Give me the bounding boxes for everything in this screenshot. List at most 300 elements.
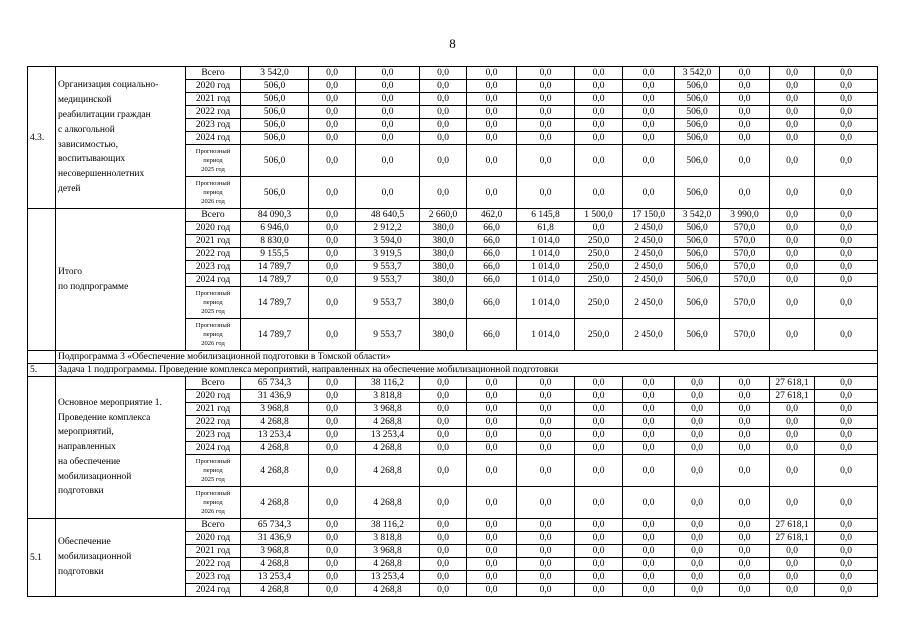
forecast-label-line: 2026 год — [201, 198, 225, 205]
value-cell: 0,0 — [309, 487, 356, 519]
value-cell: 0,0 — [720, 106, 770, 119]
value-cell: 0,0 — [309, 93, 356, 106]
value-cell: 0,0 — [770, 416, 815, 429]
value-cell: 0,0 — [623, 403, 675, 416]
value-cell: 0,0 — [467, 377, 517, 390]
value-cell: 0,0 — [623, 93, 675, 106]
value-cell: 0,0 — [575, 584, 623, 597]
year-cell: 2023 год — [186, 571, 241, 584]
value-cell: 0,0 — [720, 532, 770, 545]
value-cell: 1 014,0 — [517, 248, 575, 261]
value-cell: 570,0 — [720, 222, 770, 235]
value-cell: 0,0 — [770, 177, 815, 209]
value-cell: 8 830,0 — [241, 235, 309, 248]
value-cell: 0,0 — [815, 222, 878, 235]
activity-name-line: Итого — [58, 266, 83, 277]
value-cell: 4 268,8 — [356, 416, 420, 429]
value-cell: 0,0 — [815, 416, 878, 429]
value-cell: 380,0 — [420, 261, 467, 274]
value-cell: 0,0 — [420, 403, 467, 416]
value-cell: 0,0 — [309, 80, 356, 93]
activity-name-line: по подпрограмме — [58, 281, 129, 292]
value-cell: 0,0 — [770, 287, 815, 319]
value-cell: 0,0 — [309, 248, 356, 261]
activity-name-line: подготовки — [58, 486, 104, 497]
value-cell: 0,0 — [720, 93, 770, 106]
value-cell: 2 450,0 — [623, 287, 675, 319]
value-cell: 570,0 — [720, 274, 770, 287]
value-cell: 2 450,0 — [623, 274, 675, 287]
year-cell: Всего — [186, 519, 241, 532]
value-cell: 0,0 — [517, 67, 575, 80]
year-cell: Всего — [186, 377, 241, 390]
forecast-label-line: Прогнозный — [195, 322, 231, 329]
forecast-label-line: Прогнозный — [195, 490, 231, 497]
value-cell: 0,0 — [575, 377, 623, 390]
value-cell: 506,0 — [675, 80, 720, 93]
value-cell: 1 014,0 — [517, 261, 575, 274]
activity-name-line: Обеспечение — [58, 537, 111, 548]
year-cell — [186, 287, 241, 319]
year-cell — [186, 177, 241, 209]
value-cell: 2 450,0 — [623, 222, 675, 235]
value-cell: 3 990,0 — [720, 209, 770, 222]
value-cell: 0,0 — [623, 145, 675, 177]
value-cell: 0,0 — [467, 519, 517, 532]
value-cell: 0,0 — [517, 80, 575, 93]
activity-name-line: воспитывающих — [58, 154, 126, 165]
value-cell: 506,0 — [675, 132, 720, 145]
activity-name-line: с алкогольной — [58, 124, 115, 135]
value-cell: 13 253,4 — [241, 429, 309, 442]
value-cell: 0,0 — [309, 532, 356, 545]
value-cell: 570,0 — [720, 261, 770, 274]
value-cell: 0,0 — [623, 106, 675, 119]
forecast-label-line: период — [203, 331, 223, 338]
value-cell: 3 968,8 — [241, 403, 309, 416]
value-cell: 0,0 — [309, 209, 356, 222]
value-cell: 13 253,4 — [241, 571, 309, 584]
value-cell: 0,0 — [420, 455, 467, 487]
table-row — [28, 67, 878, 80]
value-cell: 27 618,1 — [770, 519, 815, 532]
value-cell: 2 450,0 — [623, 319, 675, 351]
value-cell: 0,0 — [675, 403, 720, 416]
value-cell: 506,0 — [675, 93, 720, 106]
value-cell: 4 268,8 — [241, 558, 309, 571]
value-cell: 0,0 — [815, 119, 878, 132]
row-number: 5.1 — [28, 519, 56, 597]
value-cell: 506,0 — [241, 80, 309, 93]
value-cell: 0,0 — [517, 177, 575, 209]
value-cell: 38 116,2 — [356, 377, 420, 390]
value-cell: 9 553,7 — [356, 319, 420, 351]
value-cell: 4 268,8 — [356, 558, 420, 571]
value-cell: 0,0 — [675, 487, 720, 519]
table-row — [28, 209, 878, 222]
value-cell: 0,0 — [309, 119, 356, 132]
value-cell: 9 553,7 — [356, 287, 420, 319]
value-cell: 2 450,0 — [623, 235, 675, 248]
row-number — [28, 351, 56, 364]
value-cell: 0,0 — [770, 222, 815, 235]
value-cell: 0,0 — [517, 532, 575, 545]
value-cell: 0,0 — [420, 119, 467, 132]
value-cell: 66,0 — [467, 287, 517, 319]
value-cell: 0,0 — [309, 261, 356, 274]
value-cell: 0,0 — [467, 416, 517, 429]
value-cell: 0,0 — [420, 519, 467, 532]
value-cell: 462,0 — [467, 209, 517, 222]
value-cell: 31 436,9 — [241, 532, 309, 545]
value-cell: 0,0 — [815, 584, 878, 597]
activity-name-line: реабилитации граждан — [58, 109, 151, 120]
value-cell: 0,0 — [770, 571, 815, 584]
value-cell: 0,0 — [815, 532, 878, 545]
value-cell: 0,0 — [575, 571, 623, 584]
value-cell: 65 734,3 — [241, 377, 309, 390]
value-cell: 0,0 — [675, 558, 720, 571]
value-cell: 380,0 — [420, 287, 467, 319]
value-cell: 0,0 — [815, 403, 878, 416]
value-cell: 0,0 — [675, 442, 720, 455]
value-cell: 0,0 — [420, 132, 467, 145]
value-cell: 380,0 — [420, 235, 467, 248]
value-cell: 38 116,2 — [356, 519, 420, 532]
year-cell: 2021 год — [186, 545, 241, 558]
year-cell: 2020 год — [186, 390, 241, 403]
forecast-label-line: период — [203, 189, 223, 196]
value-cell: 0,0 — [623, 416, 675, 429]
year-cell: 2024 год — [186, 584, 241, 597]
value-cell: 0,0 — [575, 545, 623, 558]
value-cell: 0,0 — [309, 287, 356, 319]
year-cell: 2024 год — [186, 442, 241, 455]
row-number: 4.3. — [28, 67, 56, 209]
value-cell: 0,0 — [720, 390, 770, 403]
value-cell: 0,0 — [720, 67, 770, 80]
value-cell: 0,0 — [575, 403, 623, 416]
year-cell: 2021 год — [186, 93, 241, 106]
section-title: Задача 1 подпрограммы. Проведение комплекса мероприятий, направленных на обеспечение мобилизационной подготовки — [56, 364, 878, 377]
value-cell: 0,0 — [356, 132, 420, 145]
value-cell: 506,0 — [675, 274, 720, 287]
value-cell: 0,0 — [675, 584, 720, 597]
value-cell: 4 268,8 — [241, 416, 309, 429]
value-cell: 0,0 — [815, 287, 878, 319]
value-cell: 0,0 — [309, 145, 356, 177]
value-cell: 0,0 — [309, 545, 356, 558]
value-cell: 0,0 — [770, 119, 815, 132]
value-cell: 0,0 — [720, 403, 770, 416]
value-cell: 0,0 — [420, 584, 467, 597]
value-cell: 0,0 — [815, 442, 878, 455]
value-cell: 2 912,2 — [356, 222, 420, 235]
value-cell: 0,0 — [815, 377, 878, 390]
value-cell: 0,0 — [720, 416, 770, 429]
value-cell: 0,0 — [770, 403, 815, 416]
forecast-label-line: Прогнозный — [195, 290, 231, 297]
forecast-label-line: 2025 год — [201, 166, 225, 173]
value-cell: 0,0 — [623, 571, 675, 584]
value-cell: 0,0 — [517, 416, 575, 429]
value-cell: 0,0 — [815, 145, 878, 177]
value-cell: 0,0 — [770, 584, 815, 597]
activity-name-line: детей — [58, 183, 81, 194]
value-cell: 0,0 — [720, 119, 770, 132]
value-cell: 0,0 — [467, 558, 517, 571]
value-cell: 506,0 — [675, 177, 720, 209]
value-cell: 0,0 — [467, 532, 517, 545]
value-cell: 0,0 — [420, 532, 467, 545]
value-cell: 0,0 — [623, 545, 675, 558]
value-cell: 0,0 — [623, 377, 675, 390]
value-cell: 0,0 — [467, 93, 517, 106]
value-cell: 0,0 — [770, 132, 815, 145]
value-cell: 0,0 — [575, 558, 623, 571]
value-cell: 506,0 — [241, 145, 309, 177]
year-cell: 2021 год — [186, 235, 241, 248]
value-cell: 0,0 — [467, 584, 517, 597]
value-cell: 570,0 — [720, 248, 770, 261]
value-cell: 0,0 — [623, 532, 675, 545]
value-cell: 0,0 — [815, 319, 878, 351]
value-cell: 0,0 — [815, 248, 878, 261]
value-cell: 570,0 — [720, 287, 770, 319]
year-cell — [186, 487, 241, 519]
value-cell: 0,0 — [309, 235, 356, 248]
value-cell: 4 268,8 — [241, 487, 309, 519]
value-cell: 3 542,0 — [675, 209, 720, 222]
value-cell: 0,0 — [575, 455, 623, 487]
value-cell: 3 818,8 — [356, 390, 420, 403]
value-cell: 0,0 — [309, 442, 356, 455]
value-cell: 0,0 — [770, 274, 815, 287]
forecast-label-line: период — [203, 299, 223, 306]
value-cell: 66,0 — [467, 222, 517, 235]
value-cell: 0,0 — [420, 390, 467, 403]
value-cell: 9 155,5 — [241, 248, 309, 261]
value-cell: 0,0 — [517, 119, 575, 132]
value-cell: 4 268,8 — [241, 442, 309, 455]
section-row — [28, 364, 878, 377]
value-cell: 0,0 — [467, 132, 517, 145]
value-cell: 506,0 — [241, 93, 309, 106]
budget-table — [27, 66, 878, 597]
value-cell: 0,0 — [517, 390, 575, 403]
activity-name — [56, 519, 186, 597]
value-cell: 0,0 — [675, 571, 720, 584]
value-cell: 66,0 — [467, 319, 517, 351]
value-cell: 250,0 — [575, 248, 623, 261]
value-cell: 65 734,3 — [241, 519, 309, 532]
value-cell: 0,0 — [720, 455, 770, 487]
value-cell: 6 946,0 — [241, 222, 309, 235]
year-cell: 2020 год — [186, 222, 241, 235]
forecast-label-line: период — [203, 157, 223, 164]
value-cell: 3 594,0 — [356, 235, 420, 248]
value-cell: 506,0 — [241, 106, 309, 119]
value-cell: 0,0 — [720, 132, 770, 145]
value-cell: 0,0 — [815, 558, 878, 571]
year-cell: 2024 год — [186, 274, 241, 287]
value-cell: 0,0 — [467, 442, 517, 455]
page-number: 8 — [449, 36, 456, 51]
value-cell: 0,0 — [467, 403, 517, 416]
value-cell: 250,0 — [575, 274, 623, 287]
value-cell: 0,0 — [309, 416, 356, 429]
value-cell: 0,0 — [309, 390, 356, 403]
value-cell: 0,0 — [720, 429, 770, 442]
value-cell: 0,0 — [420, 93, 467, 106]
value-cell: 0,0 — [356, 177, 420, 209]
value-cell: 250,0 — [575, 319, 623, 351]
value-cell: 0,0 — [623, 119, 675, 132]
value-cell: 0,0 — [575, 132, 623, 145]
value-cell: 27 618,1 — [770, 390, 815, 403]
value-cell: 0,0 — [770, 248, 815, 261]
value-cell: 0,0 — [720, 545, 770, 558]
value-cell: 0,0 — [309, 222, 356, 235]
value-cell: 0,0 — [770, 67, 815, 80]
value-cell: 0,0 — [517, 377, 575, 390]
value-cell: 0,0 — [309, 67, 356, 80]
value-cell: 0,0 — [575, 222, 623, 235]
value-cell: 506,0 — [675, 319, 720, 351]
value-cell: 2 660,0 — [420, 209, 467, 222]
value-cell: 0,0 — [467, 455, 517, 487]
value-cell: 506,0 — [675, 235, 720, 248]
year-cell: Всего — [186, 209, 241, 222]
value-cell: 0,0 — [575, 532, 623, 545]
value-cell: 0,0 — [815, 455, 878, 487]
value-cell: 6 145,8 — [517, 209, 575, 222]
value-cell: 0,0 — [575, 390, 623, 403]
value-cell: 0,0 — [623, 80, 675, 93]
year-cell: 2022 год — [186, 248, 241, 261]
value-cell: 0,0 — [815, 571, 878, 584]
activity-name-line: на обеспечение — [58, 456, 121, 467]
value-cell: 0,0 — [575, 80, 623, 93]
year-cell: 2024 год — [186, 132, 241, 145]
value-cell: 0,0 — [770, 209, 815, 222]
forecast-label-line: 2025 год — [201, 308, 225, 315]
value-cell: 0,0 — [770, 261, 815, 274]
value-cell: 0,0 — [420, 545, 467, 558]
value-cell: 0,0 — [623, 442, 675, 455]
value-cell: 0,0 — [623, 519, 675, 532]
activity-name-line: подготовки — [58, 566, 104, 577]
value-cell: 570,0 — [720, 235, 770, 248]
value-cell: 84 090,3 — [241, 209, 309, 222]
value-cell: 1 014,0 — [517, 287, 575, 319]
value-cell: 0,0 — [517, 429, 575, 442]
value-cell: 0,0 — [770, 145, 815, 177]
value-cell: 0,0 — [675, 455, 720, 487]
year-cell: 2022 год — [186, 558, 241, 571]
year-cell: Всего — [186, 67, 241, 80]
year-cell: 2023 год — [186, 119, 241, 132]
value-cell: 0,0 — [517, 403, 575, 416]
value-cell: 0,0 — [575, 67, 623, 80]
value-cell: 1 014,0 — [517, 235, 575, 248]
value-cell: 0,0 — [623, 558, 675, 571]
value-cell: 66,0 — [467, 235, 517, 248]
value-cell: 0,0 — [309, 558, 356, 571]
value-cell: 0,0 — [356, 67, 420, 80]
forecast-label-line: 2026 год — [201, 508, 225, 515]
value-cell: 0,0 — [815, 235, 878, 248]
value-cell: 0,0 — [815, 519, 878, 532]
value-cell: 0,0 — [309, 519, 356, 532]
value-cell: 0,0 — [420, 67, 467, 80]
value-cell: 0,0 — [467, 80, 517, 93]
value-cell: 14 789,7 — [241, 319, 309, 351]
value-cell: 0,0 — [770, 558, 815, 571]
value-cell: 0,0 — [575, 106, 623, 119]
value-cell: 1 500,0 — [575, 209, 623, 222]
value-cell: 0,0 — [720, 584, 770, 597]
value-cell: 0,0 — [770, 93, 815, 106]
value-cell: 250,0 — [575, 235, 623, 248]
value-cell: 2 450,0 — [623, 261, 675, 274]
forecast-label-line: Прогнозный — [195, 180, 231, 187]
value-cell: 0,0 — [467, 571, 517, 584]
value-cell: 0,0 — [770, 106, 815, 119]
activity-name-line: несовершеннолетних — [58, 169, 145, 180]
value-cell: 27 618,1 — [770, 532, 815, 545]
activity-name-line: медицинской — [58, 95, 112, 106]
value-cell: 0,0 — [815, 487, 878, 519]
value-cell: 0,0 — [467, 390, 517, 403]
value-cell: 380,0 — [420, 248, 467, 261]
year-cell — [186, 455, 241, 487]
year-cell: 2020 год — [186, 80, 241, 93]
value-cell: 0,0 — [356, 119, 420, 132]
value-cell: 380,0 — [420, 319, 467, 351]
value-cell: 506,0 — [675, 145, 720, 177]
value-cell: 0,0 — [623, 455, 675, 487]
value-cell: 1 014,0 — [517, 319, 575, 351]
value-cell: 506,0 — [675, 248, 720, 261]
value-cell: 0,0 — [720, 377, 770, 390]
value-cell: 0,0 — [815, 209, 878, 222]
value-cell: 0,0 — [815, 261, 878, 274]
value-cell: 9 553,7 — [356, 274, 420, 287]
value-cell: 27 618,1 — [770, 377, 815, 390]
value-cell: 250,0 — [575, 287, 623, 319]
activity-name-line: Основное мероприятие 1. — [58, 397, 162, 408]
forecast-label-line: период — [203, 467, 223, 474]
value-cell: 0,0 — [623, 177, 675, 209]
value-cell: 2 450,0 — [623, 248, 675, 261]
value-cell: 0,0 — [309, 429, 356, 442]
value-cell: 506,0 — [241, 119, 309, 132]
value-cell: 0,0 — [770, 429, 815, 442]
activity-name — [56, 67, 186, 209]
forecast-label-line: 2025 год — [201, 476, 225, 483]
value-cell: 0,0 — [720, 80, 770, 93]
value-cell: 13 253,4 — [356, 429, 420, 442]
value-cell: 0,0 — [420, 571, 467, 584]
value-cell: 0,0 — [309, 403, 356, 416]
section-title: Подпрограмма 3 «Обеспечение мобилизационной подготовки в Томской области» — [56, 351, 878, 364]
value-cell: 0,0 — [623, 132, 675, 145]
value-cell: 4 268,8 — [356, 584, 420, 597]
value-cell: 0,0 — [356, 145, 420, 177]
value-cell: 0,0 — [675, 545, 720, 558]
value-cell: 14 789,7 — [241, 261, 309, 274]
